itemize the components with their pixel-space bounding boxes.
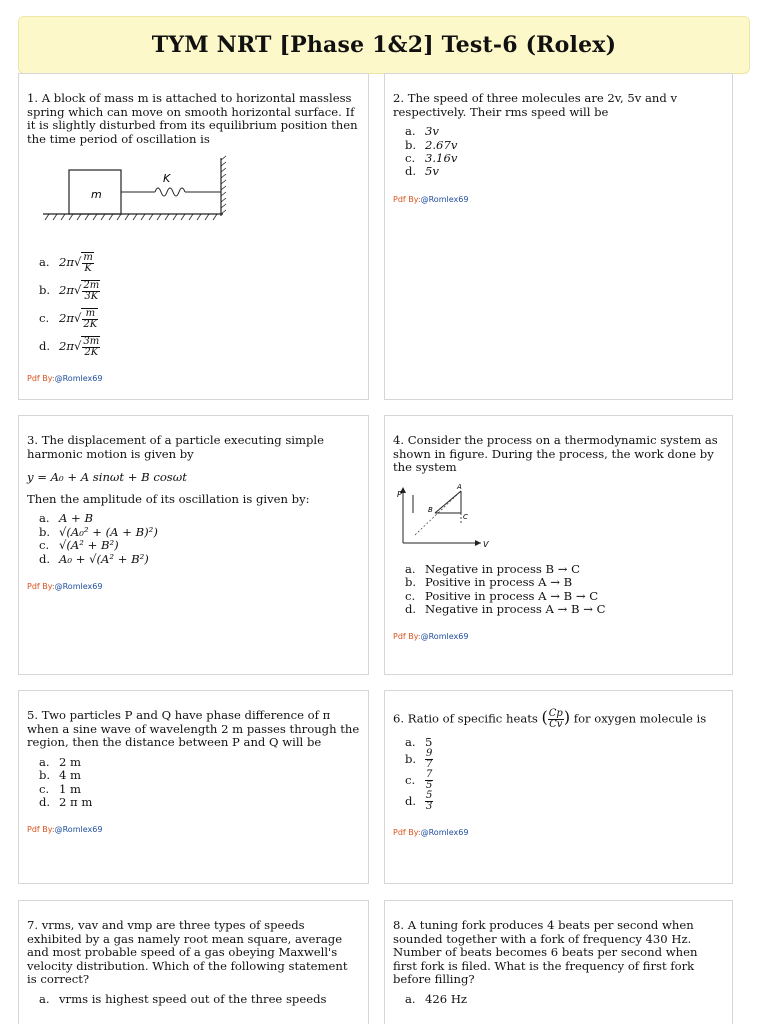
option-b[interactable]: b. 4 m xyxy=(39,768,82,783)
question-card-1 xyxy=(18,73,369,400)
p-axis-label: P xyxy=(397,489,402,499)
option-b[interactable]: b. 2.67v xyxy=(405,137,458,152)
option-d[interactable]: d. 2π√ $\frac{3m}{2K}$ xyxy=(39,336,100,359)
question-card-7 xyxy=(18,900,369,1024)
pdf-watermark: Pdf By:@Romlex69 xyxy=(27,582,103,591)
question-card-2 xyxy=(384,73,733,400)
option-c[interactable]: c. 3.16v xyxy=(405,151,458,165)
option-d[interactable]: d. 5v xyxy=(405,164,439,179)
option-b[interactable]: b. √(A₀² + (A + B)²) xyxy=(39,524,158,539)
option-d[interactable]: d. $\frac{5}{3}$ xyxy=(405,790,433,813)
question-card-4 xyxy=(384,415,733,675)
question-text-2: Then the amplitude of its oscillation is given by: xyxy=(27,491,310,506)
option-a[interactable]: a. 3v xyxy=(405,124,439,139)
option-a[interactable]: a. Negative in process B → C xyxy=(405,561,581,576)
page-title: TYM NRT [Phase 1&2] Test-6 (Rolex) xyxy=(151,32,617,58)
pdf-watermark: Pdf By:@Romlex69 xyxy=(27,825,103,835)
v-axis-label: V xyxy=(483,539,489,549)
option-a[interactable]: a. vrms is highest speed out of the three speeds xyxy=(39,991,327,1006)
option-b[interactable]: b. Positive in process A → B xyxy=(405,575,573,590)
pdf-watermark: Pdf By:@Romlex69 xyxy=(393,632,469,642)
option-c[interactable]: c. 1 m xyxy=(39,781,82,796)
pv-diagram-figure xyxy=(395,483,495,549)
option-a[interactable]: a. A + B xyxy=(39,511,93,526)
pdf-watermark: Pdf By:@Romlex69 xyxy=(393,828,469,838)
question-text: 3. The displacement of a particle executing simple harmonic motion is given by xyxy=(27,433,324,461)
option-a[interactable]: a. 2 m xyxy=(39,754,82,769)
question-card-5 xyxy=(18,690,369,884)
option-a[interactable]: a. 2π√ $\frac{m}{K}$ xyxy=(39,252,93,275)
pdf-watermark: Pdf By:@Romlex69 xyxy=(393,194,469,204)
spring-mass-figure xyxy=(33,154,233,234)
spring-label: K xyxy=(163,172,171,186)
question-card-3 xyxy=(18,415,369,675)
option-d[interactable]: d. 2 π m xyxy=(39,795,93,809)
option-d[interactable]: d. Negative in process A → B → C xyxy=(405,602,606,616)
question-card-8 xyxy=(384,900,733,1024)
pdf-watermark: Pdf By:@Romlex69 xyxy=(27,374,103,384)
option-d[interactable]: d. A₀ + √(A² + B²) xyxy=(39,551,149,566)
question-text: 4. Consider the process on a thermodynamic system as shown in figure. During the process, the work done by the system xyxy=(393,433,718,475)
question-text: 8. A tuning fork produces 4 beats per second when sounded together with a fork of frequency 430 Hz. Number of beats becomes 6 beats per second when first fork is filed. What is the frequency of first fork before filling? xyxy=(393,918,698,987)
option-a[interactable]: a. 426 Hz xyxy=(405,991,468,1006)
question-text: 1. A block of mass m is attached to horizontal massless spring which can move on smooth horizontal surface. If it is slightly disturbed from its equilibrium position then the time period of oscillation is xyxy=(27,91,358,146)
page-header xyxy=(18,16,750,74)
option-c[interactable]: c. $\frac{7}{5}$ xyxy=(405,769,433,792)
point-a-label: A xyxy=(457,482,462,491)
question-text: 7. vrms, vav and vmp are three types of speeds exhibited by a gas namely root mean square, average and most probable speed of a gas obeying Maxwell's velocity distribution. Which of the following statement is correct? xyxy=(27,918,348,987)
option-a[interactable]: a. 5 xyxy=(405,735,433,749)
option-b[interactable]: b. $\frac{9}{7}$ xyxy=(405,748,433,771)
point-b-label: B xyxy=(428,505,433,514)
mass-label: m xyxy=(91,188,102,202)
question-card-6 xyxy=(384,690,733,884)
displacement-formula: y = A₀ + A sinωt + B cosωt xyxy=(27,470,187,485)
option-c[interactable]: c. 2π√ $\frac{m}{2K}$ xyxy=(39,308,98,331)
option-c[interactable]: c. Positive in process A → B → C xyxy=(405,588,599,603)
option-b[interactable]: b. 2π√ $\frac{2m}{3K}$ xyxy=(39,280,100,303)
question-text: 2. The speed of three molecules are 2v, 5v and v respectively. Their rms speed will be xyxy=(393,91,678,119)
option-c[interactable]: c. √(A² + B²) xyxy=(39,538,119,553)
point-c-label: C xyxy=(463,512,468,521)
question-text: 6. Ratio of specific heats ( $\frac{Cp}{Cv}$ ) for oxygen molecule is xyxy=(393,707,707,730)
question-text: 5. Two particles P and Q have phase difference of π when a sine wave of wavelength 2 m passes through the region, then the distance between P and Q will be xyxy=(27,708,360,750)
